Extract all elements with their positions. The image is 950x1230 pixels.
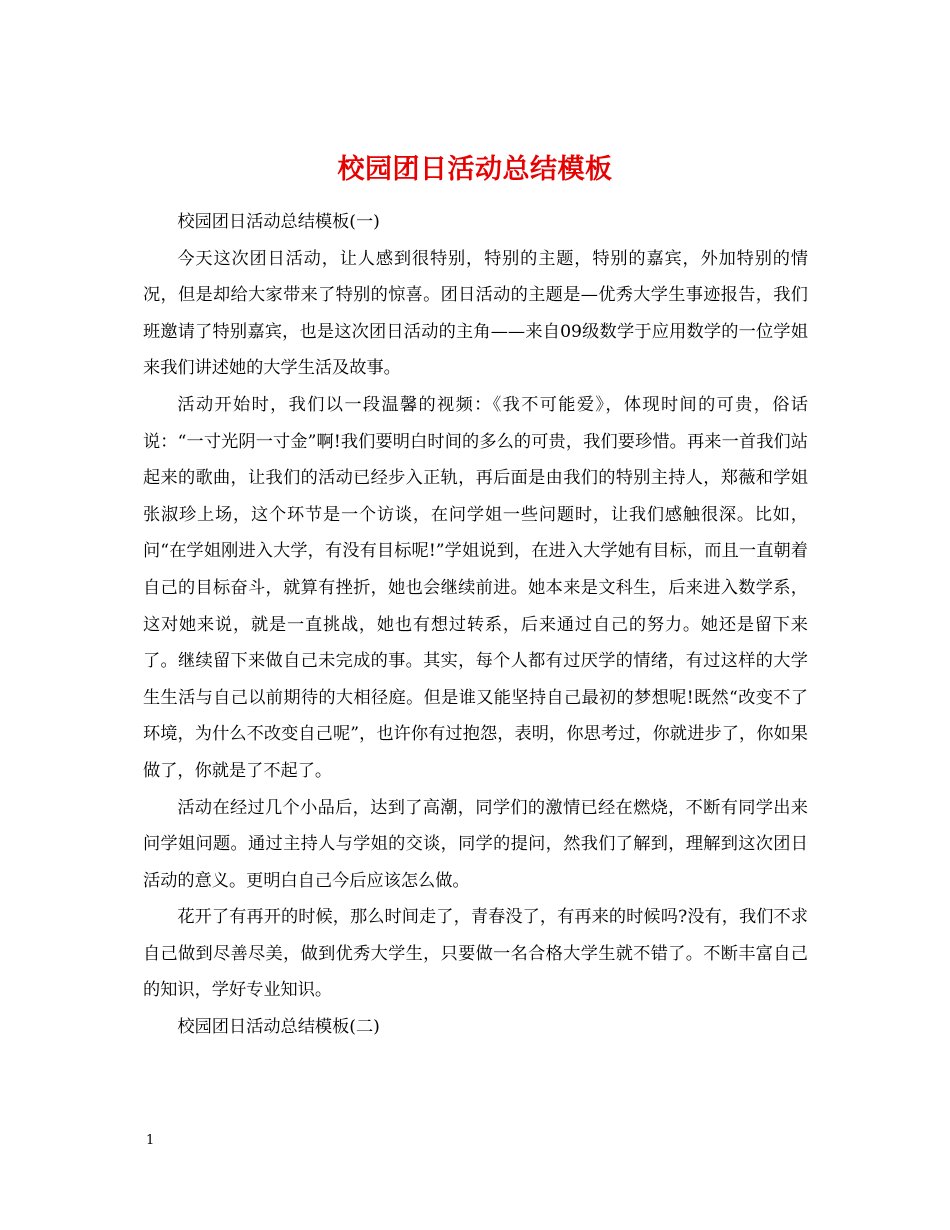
paragraph-2: 活动开始时，我们以一段温馨的视频：《我不可能爱》，体现时间的可贵，俗话说：“一寸光阴一寸金”啊!我们要明白时间的多么的可贵，我们要珍惜。再来一首我们站起来的歌曲，让我们的活动已经步入正轨，再后面是由我们的特别主持人，郑薇和学姐张淑珍上场，这个环节是一个访谈，在问学姐一些问题时，让我们感触很深。比如，问“在学姐刚进入大学，有没有目标呢!”学姐说到，在进入大学她有目标，而且一直朝着自己的目标奋斗，就算有挫折，她也会继续前进。她本来是文科生，后来进入数学系，这对她来说，就是一直挑战，她也有想过转系，后来通过自己的努力。她还是留下来了。继续留下来做自己未完成的事。其实，每个人都有过厌学的情绪，有过这样的大学生生活与自己以前期待的大相径庭。但是谁又能坚持自己最初的梦想呢!既然“改变不了环境，为什么不改变自己呢”，也许你有过抱怨，表明，你思考过，你就进步了，你如果做了，你就是了不起了。 bbox=[143, 394, 808, 781]
paragraph-4: 花开了有再开的时候，那么时间走了，青春没了，有再来的时候吗?没有，我们不求自己做到尽善尽美，做到优秀大学生，只要做一名合格大学生就不错了。不断丰富自己的知识，学好专业知识。 bbox=[143, 907, 808, 1001]
paragraph-1: 今天这次团日活动，让人感到很特别，特别的主题，特别的嘉宾，外加特别的情况，但是却给大家带来了特别的惊喜。团日活动的主题是—优秀大学生事迹报告，我们班邀请了特别嘉宾，也是这次团日活动的主角——来自09级数学于应用数学的一位学姐来我们讲述她的大学生活及故事。 bbox=[143, 248, 808, 379]
section-heading-1: 校园团日活动总结模板(一) bbox=[177, 212, 380, 232]
page-number: 1 bbox=[146, 1133, 155, 1148]
document-body bbox=[143, 204, 808, 1046]
paragraph-3: 活动在经过几个小品后，达到了高潮，同学们的激情已经在燃烧，不断有同学出来问学姐问题。通过主持人与学姐的交谈，同学的提问，然我们了解到，理解到这次团日活动的意义。更明白自己今后应该怎么做。 bbox=[143, 797, 808, 891]
page-title: 校园团日活动总结模板 bbox=[337, 154, 613, 186]
section-heading-2: 校园团日活动总结模板(二) bbox=[177, 1017, 380, 1038]
